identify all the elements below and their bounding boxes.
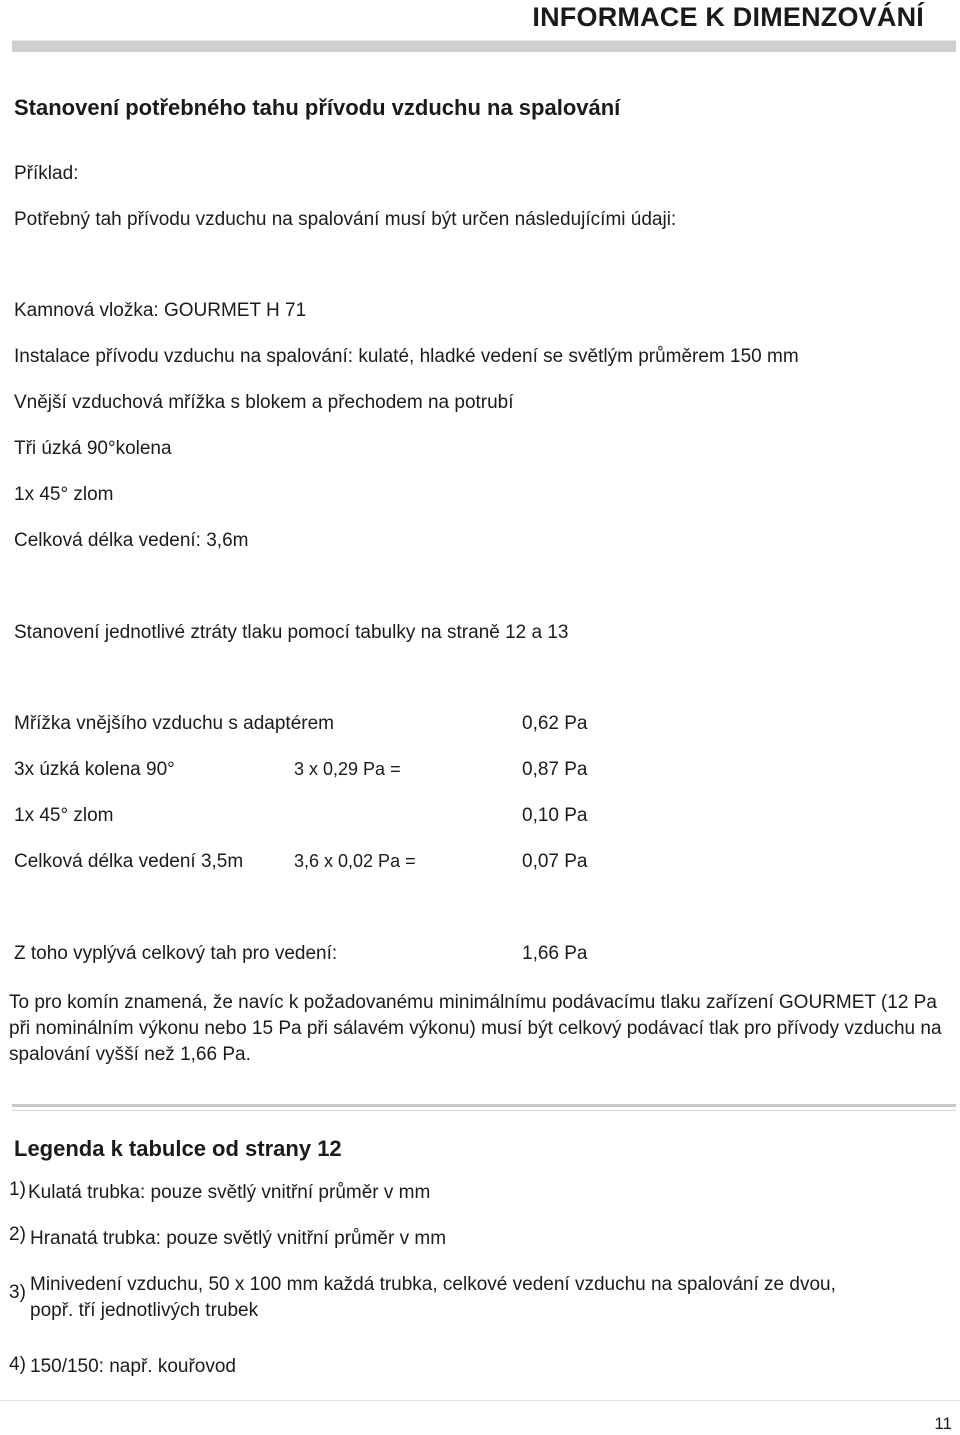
- loss-row-label: 1x 45° zlom: [14, 805, 114, 826]
- header-bar: [12, 40, 956, 52]
- intro-text: Potřebný tah přívodu vzduchu na spalování musí být určen následujícími údaji:: [14, 209, 677, 230]
- legend-item-text: Hranatá trubka: pouze světlý vnitřní průměr v mm: [30, 1228, 447, 1249]
- page-number: 11: [934, 1414, 952, 1433]
- loss-row-calc: 3,6 x 0,02 Pa =: [294, 851, 416, 871]
- determination-text: Stanovení jednotlivé ztráty tlaku pomocí tabulky na straně 12 a 13: [14, 622, 569, 643]
- legend-title: Legenda k tabulce od strany 12: [14, 1136, 342, 1161]
- loss-row-value: 0,87 Pa: [522, 759, 588, 780]
- page-header-title: INFORMACE K DIMENZOVÁNÍ: [532, 2, 924, 32]
- legend-item-text: 150/150: např. kouřovod: [30, 1356, 236, 1377]
- legend-item-number: 2): [9, 1224, 26, 1245]
- loss-row-label: Celková délka vedení 3,5m: [14, 851, 244, 872]
- spec-item: Kamnová vložka: GOURMET H 71: [14, 300, 307, 321]
- legend-item-number: 1): [9, 1179, 26, 1200]
- legend-item-number: 4): [9, 1354, 26, 1375]
- legend-item-number: 3): [9, 1282, 26, 1303]
- spec-item: Vnější vzduchová mřížka s blokem a přechodem na potrubí: [14, 392, 514, 413]
- legend-item-text: Minivedení vzduchu, 50 x 100 mm každá trubka, celkové vedení vzduchu na spalování ze dvou, popř. tří jednotlivých trubek: [30, 1274, 836, 1321]
- loss-row-calc: 3 x 0,29 Pa =: [294, 759, 401, 779]
- section-divider: [12, 1104, 956, 1107]
- loss-row-label: 3x úzká kolena 90°: [14, 759, 175, 780]
- spec-item: Instalace přívodu vzduchu na spalování: kulaté, hladké vedení se světlým průměrem 150 mm: [14, 346, 799, 367]
- loss-row-value: 0,10 Pa: [522, 805, 588, 826]
- footer-divider: [0, 1400, 960, 1401]
- example-label: Příklad:: [14, 163, 79, 184]
- total-label: Z toho vyplývá celkový tah pro vedení:: [14, 943, 338, 964]
- spec-item: Celková délka vedení: 3,6m: [14, 530, 249, 551]
- section-title: Stanovení potřebného tahu přívodu vzduchu na spalování: [14, 95, 621, 120]
- loss-row-value: 0,62 Pa: [522, 713, 588, 734]
- conclusion-paragraph: To pro komín znamená, že navíc k požadovanému minimálnímu podávacímu tlaku zařízení GOURMET (12 Pa při nominálním výkonu nebo 15 Pa při sálavém výkonu) musí být celkový podávací tlak pro přívody vzduchu na spalování vyšší než 1,66 Pa.: [9, 992, 942, 1065]
- loss-row-value: 0,07 Pa: [522, 851, 588, 872]
- legend-item-text: Kulatá trubka: pouze světlý vnitřní průměr v mm: [28, 1182, 431, 1203]
- loss-row-label: Mřížka vnějšího vzduchu s adaptérem: [14, 713, 334, 734]
- section-divider-thin: [12, 1110, 956, 1111]
- spec-item: 1x 45° zlom: [14, 484, 114, 505]
- spec-item: Tři úzká 90°kolena: [14, 438, 172, 459]
- total-value: 1,66 Pa: [522, 943, 588, 964]
